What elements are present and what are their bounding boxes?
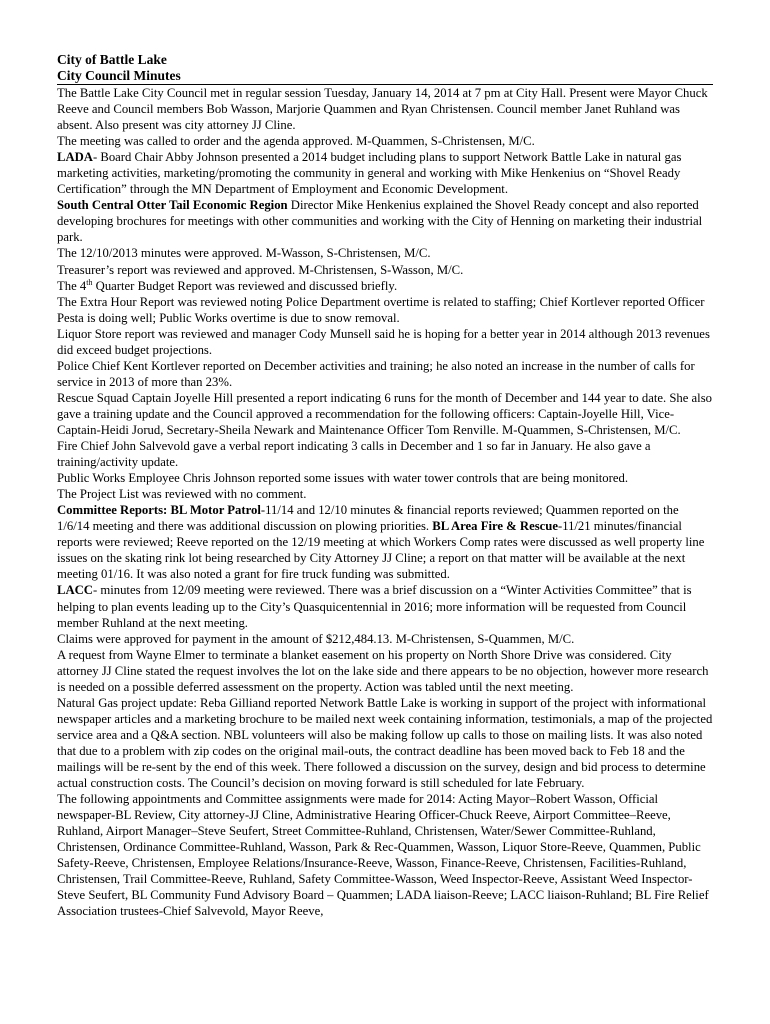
ordinal-suffix: th — [86, 277, 93, 287]
paragraph-text: -11/21 minutes/financial reports were reviewed; Reeve reported on the 12/19 meeting at which Workers Comp rates were discussed as well property line issues on the skating rink lot being researched by City Attorney JJ Cline; a report on that matter will be available at the next meeting 01/16. It was also noted a grant for fire truck funding was submitted. — [57, 519, 705, 582]
paragraph-call-to-order — [57, 133, 713, 149]
paragraph-lada — [57, 149, 713, 197]
paragraph-text: The Project List was reviewed with no comment. — [57, 487, 307, 502]
document-title: City of Battle Lake — [57, 52, 167, 67]
paragraph-text: The Extra Hour Report was reviewed noting Police Department overtime is related to staffing; Chief Kortlever reported Officer Pesta is doing well; Public Works overtime is due to snow removal. — [57, 294, 705, 325]
section-heading: BL Area Fire & Rescue — [432, 519, 558, 534]
paragraph-budget-report — [57, 278, 713, 294]
paragraph-scoter — [57, 197, 713, 245]
paragraph-text: Fire Chief John Salvevold gave a verbal report indicating 3 calls in December and 1 so far in January. He also gave a training/activity update. — [57, 439, 651, 470]
document-subtitle: City Council Minutes — [57, 68, 713, 85]
paragraph-text: The 4 — [57, 278, 87, 293]
section-heading: LACC — [57, 583, 93, 598]
paragraph-text: Rescue Squad Captain Joyelle Hill presented a report indicating 6 runs for the month of December and 144 year to date. She also gave a training update and the Council approved a recommendation for the following officers: Captain-Joyelle Hill, Vice-Captain-Heidi Jorud, Secretary-Sheila Newark and Maintenance Officer Tom Renville. M-Quammen, S-Christensen, M/C. — [57, 390, 712, 437]
paragraph-text: - Board Chair Abby Johnson presented a 2014 budget including plans to support Network Battle Lake in natural gas marketing activities, marketing/promoting the community in general and working with Mike Henkenius on “Shovel Ready Certification” through the MN Department of Employment and Economic Development. — [57, 150, 682, 197]
paragraph-text: The following appointments and Committee assignments were made for 2014: Acting Mayor–Robert Wasson, Official newspaper-BL Review, City attorney-JJ Cline, Administrative Hearing Officer-Chuck Reeve, Airport Committee–Reeve, Ruhland, Airport Manager–Steve Seufert, Street Committee-Ruhland, Christensen, Water/Sewer Committee-Ruhland, Christensen, Ordinance Committee-Ruhland, Wasson, Park & Rec-Quammen, Wasson, Liquor Store-Reeve, Quammen, Public Safety-Reeve, Christensen, Employee Relations/Insurance-Reeve, Wasson, Finance-Reeve, Christensen, Facilities-Ruhland, Christensen, Trail Committee-Reeve, Ruhland, Safety Committee-Wasson, Weed Inspector-Reeve, Assistant Weed Inspector-Steve Seufert, BL Community Fund Advisory Board – Quammen; LADA liaison-Reeve; LACC liaison-Ruhland; BL Fire Relief Association trustees-Chief Salvevold, Mayor Reeve, — [57, 792, 709, 919]
paragraph-opening — [57, 85, 713, 133]
paragraph-claims — [57, 631, 713, 647]
paragraph-fire-chief — [57, 438, 713, 470]
paragraph-natural-gas — [57, 695, 713, 791]
paragraph-police — [57, 358, 713, 390]
paragraph-text: The meeting was called to order and the agenda approved. M-Quammen, S-Christensen, M/C. — [57, 134, 535, 149]
paragraph-extra-hour — [57, 294, 713, 326]
paragraph-text: Claims were approved for payment in the amount of $212,484.13. M-Christensen, S-Quammen, M/C. — [57, 631, 575, 646]
paragraph-public-works — [57, 470, 713, 486]
paragraph-text: Quarter Budget Report was reviewed and discussed briefly. — [92, 278, 398, 293]
paragraph-text: The Battle Lake City Council met in regular session Tuesday, January 14, 2014 at 7 pm at City Hall. Present were Mayor Chuck Reeve and Council members Bob Wasson, Marjorie Quammen and Ryan Christensen. Council member Janet Ruhland was absent. Also present was city attorney JJ Cline. — [57, 86, 708, 133]
document-page — [57, 52, 713, 919]
section-heading: LADA — [57, 150, 93, 165]
paragraph-lacc — [57, 582, 713, 630]
section-heading: South Central Otter Tail Economic Region — [57, 198, 288, 213]
paragraph-easement — [57, 647, 713, 695]
paragraph-text: Natural Gas project update: Reba Gilliand reported Network Battle Lake is working in support of the project with informational newspaper articles and a marketing brochure to be mailed next week containing information, testimonials, a map of the projected service area and a Q&A section. NBL volunteers will also be making follow up calls to those on mailing lists. It was also noted that due to a problem with zip codes on the original mail-outs, the contract deadline has been moved back to Feb 18 and the mailings will be re-sent by the end of this week. There followed a discussion on the survey, design and bid process to determine actual construction costs. The Council’s decision on moving forward is still scheduled for late February. — [57, 695, 713, 791]
paragraph-minutes-approved — [57, 245, 713, 261]
paragraph-text: Treasurer’s report was reviewed and approved. M-Christensen, S-Wasson, M/C. — [57, 262, 464, 277]
paragraph-text: A request from Wayne Elmer to terminate a blanket easement on his property on North Shore Drive was considered. City attorney JJ Cline stated the request involves the lot on the lake side and there appears to be no objection, however more research is needed on a possible deferred assessment on the property. Action was tabled until the next meeting. — [57, 647, 709, 694]
paragraph-text: Police Chief Kent Kortlever reported on December activities and training; he also noted an increase in the number of calls for service in 2013 of more than 23%. — [57, 358, 695, 389]
paragraph-text: -11/14 and 12/10 minutes & financial reports reviewed; Quammen reported on the 1/6/14 meeting and there was additional discussion on plowing priorities. — [57, 503, 679, 534]
paragraph-project-list — [57, 486, 713, 502]
paragraph-text: Director Mike Henkenius explained the Shovel Ready concept and also reported developing brochures for meetings with other communities and working with the City of Henning on marketing their industrial park. — [57, 198, 703, 245]
paragraph-rescue-squad — [57, 390, 713, 438]
paragraph-text: Public Works Employee Chris Johnson reported some issues with water tower controls that are being monitored. — [57, 471, 628, 486]
paragraph-liquor-store — [57, 326, 713, 358]
paragraph-text: The 12/10/2013 minutes were approved. M-Wasson, S-Christensen, M/C. — [57, 246, 431, 261]
section-heading: Committee Reports: BL Motor Patrol — [57, 503, 261, 518]
paragraph-text: - minutes from 12/09 meeting were reviewed. There was a brief discussion on a “Winter Activities Committee” that is helping to plan events leading up to the City’s Quasquicentennial in 2016; more information will be requested from Council member Ruhland at the next meeting. — [57, 583, 692, 630]
paragraph-committee-reports — [57, 502, 713, 582]
paragraph-appointments — [57, 791, 713, 919]
paragraph-text: Liquor Store report was reviewed and manager Cody Munsell said he is hoping for a better year in 2014 although 2013 revenues did exceed budget projections. — [57, 326, 710, 357]
paragraph-treasurer — [57, 262, 713, 278]
